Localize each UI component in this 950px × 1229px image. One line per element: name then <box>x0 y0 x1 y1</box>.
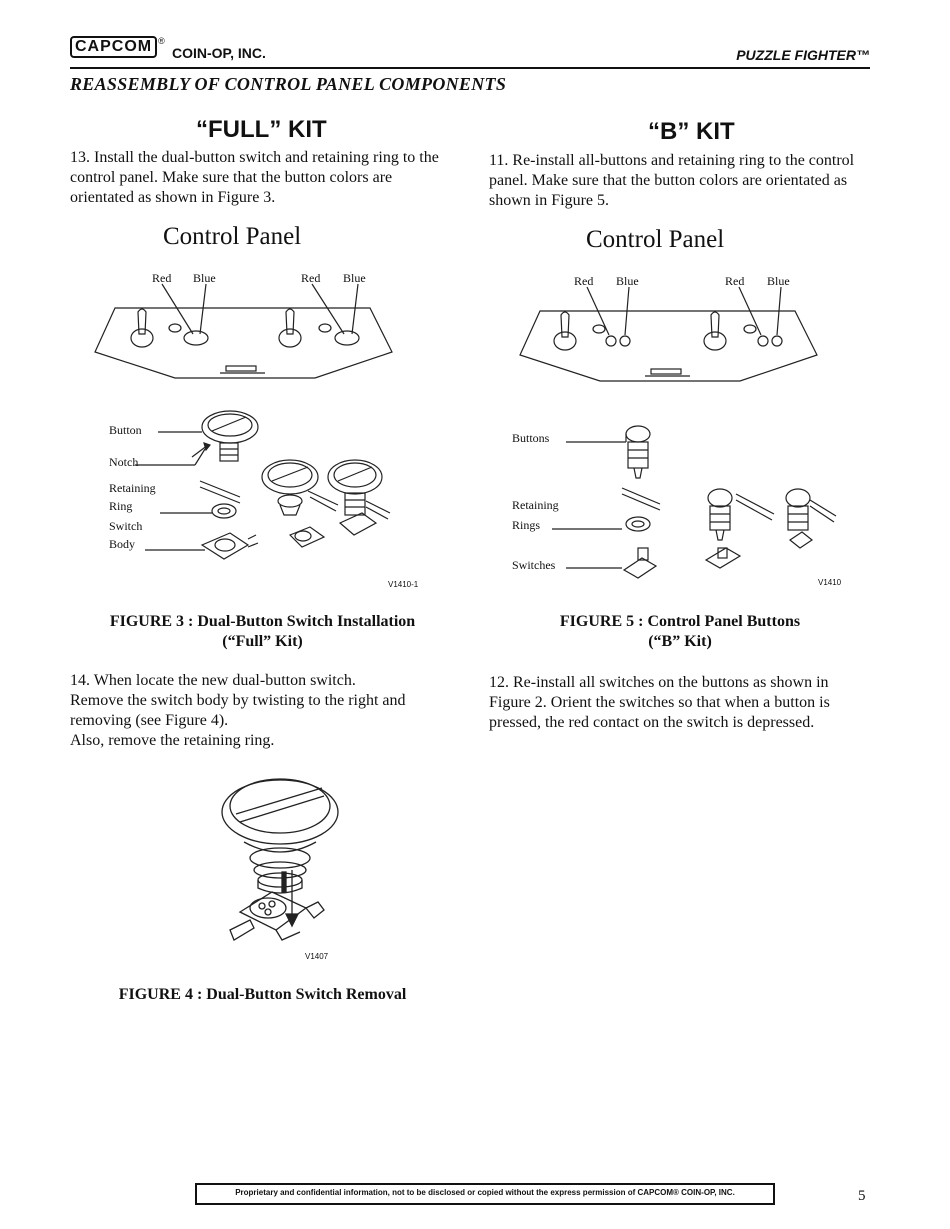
figure-4-code: V1407 <box>305 952 329 961</box>
part-label-buttons: Buttons <box>512 431 550 445</box>
figure-3-caption <box>70 612 455 652</box>
step-13-line: orientated as shown in Figure 3. <box>70 189 276 206</box>
control-panel-title-right: Control Panel <box>586 226 725 253</box>
b-kit-exploded-diagram <box>560 420 850 580</box>
part-label-rings: Rings <box>512 518 541 532</box>
step-14-line: Also, remove the retaining ring. <box>70 732 275 749</box>
part-label-switches: Switches <box>512 558 556 572</box>
step-14-line: 14. When locate the new dual-button switch. <box>70 672 356 689</box>
page-number: 5 <box>858 1188 866 1204</box>
step-12-line: 12. Re-install all switches on the buttons as shown in <box>489 674 829 691</box>
panel-label-red-4: Red <box>725 274 745 288</box>
panel-label-blue-4: Blue <box>767 274 790 288</box>
step-13-line: control panel. Make sure that the button colors are <box>70 169 393 186</box>
section-title: REASSEMBLY OF CONTROL PANEL COMPONENTS <box>70 74 507 94</box>
panel-label-blue-2: Blue <box>343 271 366 285</box>
panel-label-red-1: Red <box>152 271 172 285</box>
full-kit-title: “FULL” KIT <box>196 116 327 143</box>
step-14-text <box>70 671 490 751</box>
switch-removal-diagram <box>210 770 340 960</box>
step-11-line: shown in Figure 5. <box>489 192 609 209</box>
product-name: PUZZLE FIGHTER™ <box>736 47 870 63</box>
panel-label-blue-3: Blue <box>616 274 639 288</box>
part-label-retaining: Retaining <box>109 481 156 495</box>
panel-label-blue-1: Blue <box>193 271 216 285</box>
control-panel-title-left: Control Panel <box>163 223 302 250</box>
figure-4-caption: FIGURE 4 : Dual-Button Switch Removal <box>118 986 407 1003</box>
figure-3-caption-line: FIGURE 3 : Dual-Button Switch Installation <box>109 613 416 630</box>
capcom-logo <box>70 36 165 58</box>
step-11-line: panel. Make sure that the button colors are orientated as <box>489 172 848 189</box>
part-label-switch: Switch <box>109 519 143 533</box>
registered-mark: ® <box>158 36 165 46</box>
figure-3-code: V1410-1 <box>388 580 419 589</box>
part-label-ring: Ring <box>109 499 133 513</box>
figure-5-caption <box>490 612 870 652</box>
part-label-notch: Notch <box>109 455 139 469</box>
figure-3-caption-line: (“Full” Kit) <box>222 633 303 650</box>
figure-5-caption-line: (“B” Kit) <box>648 633 712 650</box>
b-kit-title: “B” KIT <box>648 118 735 145</box>
step-14-line: Remove the switch body by twisting to the right and <box>70 692 406 709</box>
step-11-text <box>489 151 909 211</box>
dual-button-exploded-diagram <box>140 405 400 570</box>
part-label-retaining-b: Retaining <box>512 498 559 512</box>
part-label-body: Body <box>109 537 136 551</box>
step-13-text <box>70 148 490 208</box>
logo-text: CAPCOM <box>70 36 157 58</box>
panel-label-red-3: Red <box>574 274 594 288</box>
step-11-line: 11. Re-install all-buttons and retaining ring to the control <box>489 152 855 169</box>
step-12-line: Figure 2. Orient the switches so that when a button is <box>489 694 830 711</box>
header-rule <box>70 67 870 69</box>
step-12-line: pressed, the red contact on the switch is depressed. <box>489 714 815 731</box>
part-label-button: Button <box>109 423 142 437</box>
figure-5-code: V1410 <box>818 578 842 587</box>
step-13-line: 13. Install the dual-button switch and retaining ring to the <box>70 149 439 166</box>
figure-5-caption-line: FIGURE 5 : Control Panel Buttons <box>559 613 801 630</box>
control-panel-diagram-left <box>90 290 400 385</box>
step-12-text <box>489 673 909 733</box>
company-name: COIN-OP, INC. <box>172 45 266 61</box>
footer-notice: Proprietary and confidential information, not to be disclosed or copied without the express permission of CAPCOM® COIN-OP, INC. <box>235 1188 735 1197</box>
step-14-line: removing (see Figure 4). <box>70 712 229 729</box>
control-panel-diagram-right <box>515 293 825 388</box>
panel-label-red-2: Red <box>301 271 321 285</box>
